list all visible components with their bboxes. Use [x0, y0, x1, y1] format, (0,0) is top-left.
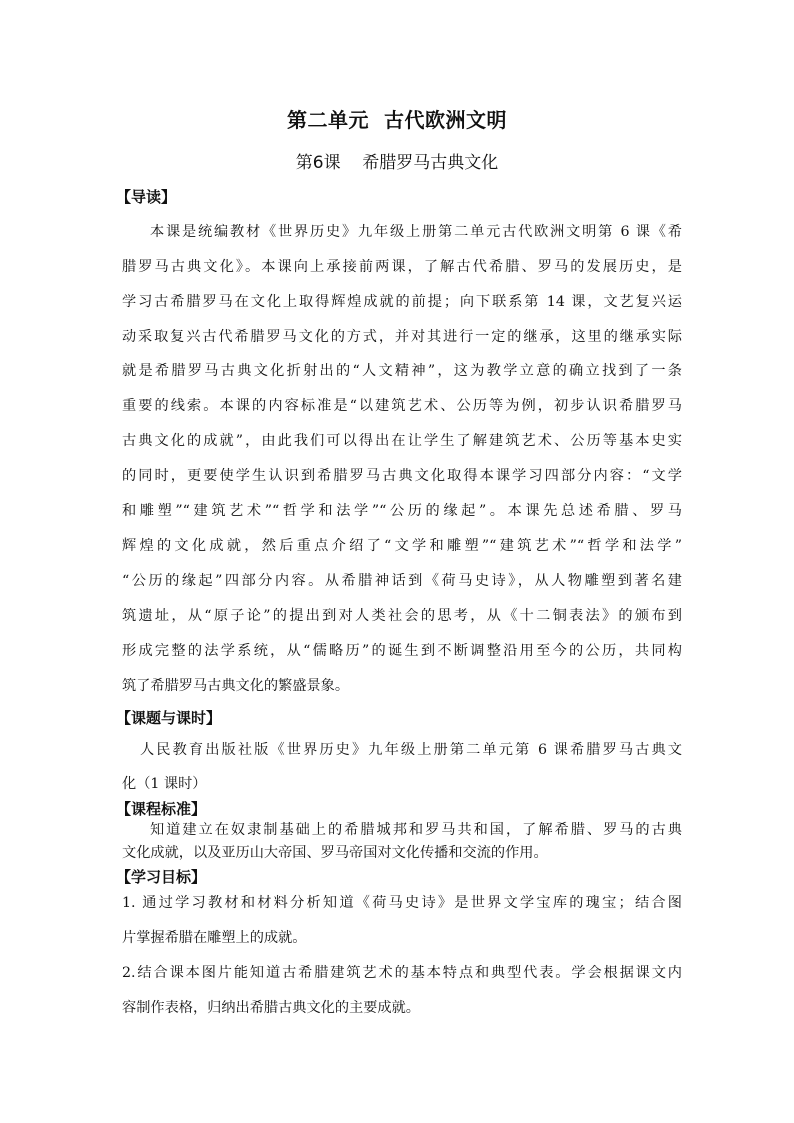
intro-line: 形成完整的法学系统，从“儒略历”的诞生到不断调整沿用至今的公历，共同构 — [122, 643, 682, 659]
intro-line: 古典文化的成就”，由此我们可以得出在让学生了解建筑艺术、公历等基本史实 — [122, 433, 682, 449]
topic-heading: 【课题与课时】 — [116, 709, 222, 727]
intro-line: 的同时，更要使学生认识到希腊罗马古典文化取得本课学习四部分内容：“文学 — [122, 468, 682, 484]
intro-line: 学习古希腊罗马在文化上取得辉煌成就的前提；向下联系第 14 课，文艺复兴运 — [122, 294, 682, 310]
goals-line: 1. 通过学习教材和材料分析知道《荷马史诗》是世界文学宝库的瑰宝；结合图 — [122, 895, 682, 911]
intro-heading: 【导读】 — [116, 188, 177, 206]
unit-title: 第二单元 古代欧洲文明 — [287, 108, 507, 132]
intro-line: 筑遗址，从“原子论”的提出到对人类社会的思考，从《十二铜表法》的颁布到 — [122, 608, 682, 624]
intro-line: 就是希腊罗马古典文化折射出的“人文精神”，这为教学立意的确立找到了一条 — [122, 363, 682, 379]
intro-line: 动采取复兴古代希腊罗马文化的方式，并对其进行一定的继承，这里的继承实际 — [122, 329, 682, 345]
intro-line: “公历的缘起”四部分内容。从希腊神话到《荷马史诗》，从人物雕塑到著名建 — [122, 573, 682, 589]
standard-line: 文化成就，以及亚历山大帝国、罗马帝国对文化传播和交流的作用。 — [122, 845, 548, 861]
intro-line: 和雕塑”“建筑艺术”“哲学和法学”“公历的缘起”。本课先总述希腊、罗马 — [122, 503, 682, 519]
topic-line: 人民教育出版社版《世界历史》九年级上册第二单元第 6 课希腊罗马古典文 — [140, 742, 682, 758]
intro-line: 辉煌的文化成就，然后重点介绍了“文学和雕塑”“建筑艺术”“哲学和法学” — [122, 538, 682, 554]
goals-line: 容制作表格，归纳出希腊古典文化的主要成就。 — [122, 1000, 420, 1016]
lesson-title: 第6课 希腊罗马古典文化 — [295, 153, 499, 173]
topic-line: 化（1 课时） — [122, 776, 207, 792]
goals-line: 片掌握希腊在雕塑上的成就。 — [122, 930, 307, 946]
intro-line: 腊罗马古典文化》。本课向上承接前两课，了解古代希腊、罗马的发展历史，是 — [122, 259, 682, 275]
intro-line: 筑了希腊罗马古典文化的繁盛景象。 — [122, 678, 350, 694]
goals-line: 2.结合课本图片能知道古希腊建筑艺术的基本特点和典型代表。学会根据课文内 — [122, 965, 682, 981]
intro-line: 本课是统编教材《世界历史》九年级上册第二单元古代欧洲文明第 6 课《希 — [150, 224, 682, 240]
standard-line: 知道建立在奴隶制基础上的希腊城邦和罗马共和国，了解希腊、罗马的古典 — [150, 822, 682, 838]
standard-heading: 【课程标准】 — [116, 800, 207, 818]
intro-line: 重要的线索。本课的内容标准是“以建筑艺术、公历等为例，初步认识希腊罗马 — [122, 398, 682, 414]
goals-heading: 【学习目标】 — [116, 868, 207, 886]
